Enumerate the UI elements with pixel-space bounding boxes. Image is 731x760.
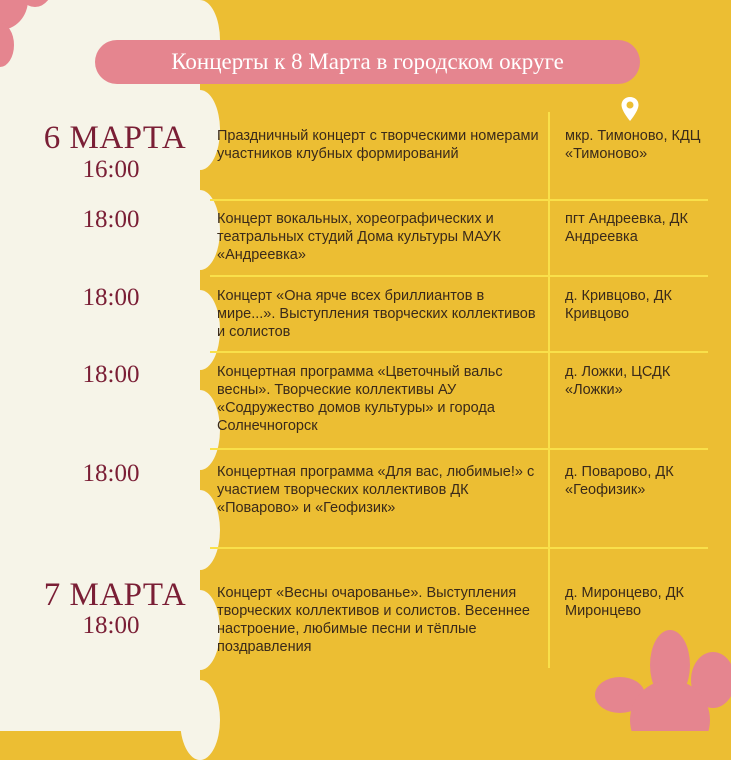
event-time: 18:00	[82, 206, 140, 233]
event-description: Концерт «Весны очарованье». Выступления творческих коллективов и солистов. Весеннее настроение, любимые песни и тёплые поздравления	[217, 585, 530, 655]
event-description: Концертная программа «Цветочный вальс весны». Творческие коллективы АУ «Содружество домов культуры» и города Солнечногорск	[217, 364, 503, 434]
row-divider	[210, 351, 708, 353]
column-divider	[548, 112, 550, 668]
flower-decoration-bottom	[595, 625, 731, 731]
event-description: Концерт вокальных, хореографических и театральных студий Дома культуры МАУК «Андреевка»	[217, 211, 501, 263]
event-date: 7 МАРТА	[43, 577, 187, 613]
event-time: 18:00	[82, 612, 140, 639]
event-place: д. Кривцово, ДК Кривцово	[565, 288, 672, 322]
event-time: 16:00	[82, 156, 140, 183]
row-divider	[210, 199, 708, 201]
event-date: 6 МАРТА	[43, 120, 187, 156]
page-title: Концерты к 8 Марта в городском округе	[95, 40, 640, 84]
scallop-decoration	[180, 390, 220, 470]
flower-decoration-top	[0, 0, 70, 70]
map-pin-icon	[620, 96, 640, 122]
event-place: мкр. Тимоново, КДЦ «Тимоново»	[565, 128, 701, 162]
row-divider	[210, 275, 708, 277]
row-divider	[210, 448, 708, 450]
event-description: Концерт «Она ярче всех бриллиантов в мире...». Выступления творческих коллективов и солистов	[217, 288, 536, 340]
event-time: 18:00	[82, 284, 140, 311]
event-description: Концертная программа «Для вас, любимые!» с участием творческих коллективов ДК «Поварово» и «Геофизик»	[217, 464, 535, 516]
event-place: д. Ложки, ЦСДК «Ложки»	[565, 364, 671, 398]
event-time: 18:00	[82, 460, 140, 487]
event-place: д. Миронцево, ДК Миронцево	[565, 585, 684, 619]
row-divider	[210, 547, 708, 549]
event-description: Праздничный концерт с творческими номерами участников клубных формирований	[217, 128, 539, 162]
scallop-decoration	[180, 490, 220, 570]
event-time: 18:00	[82, 361, 140, 388]
event-place: пгт Андреевка, ДК Андреевка	[565, 211, 688, 245]
scallop-decoration	[180, 680, 220, 760]
event-place: д. Поварово, ДК «Геофизик»	[565, 464, 674, 498]
